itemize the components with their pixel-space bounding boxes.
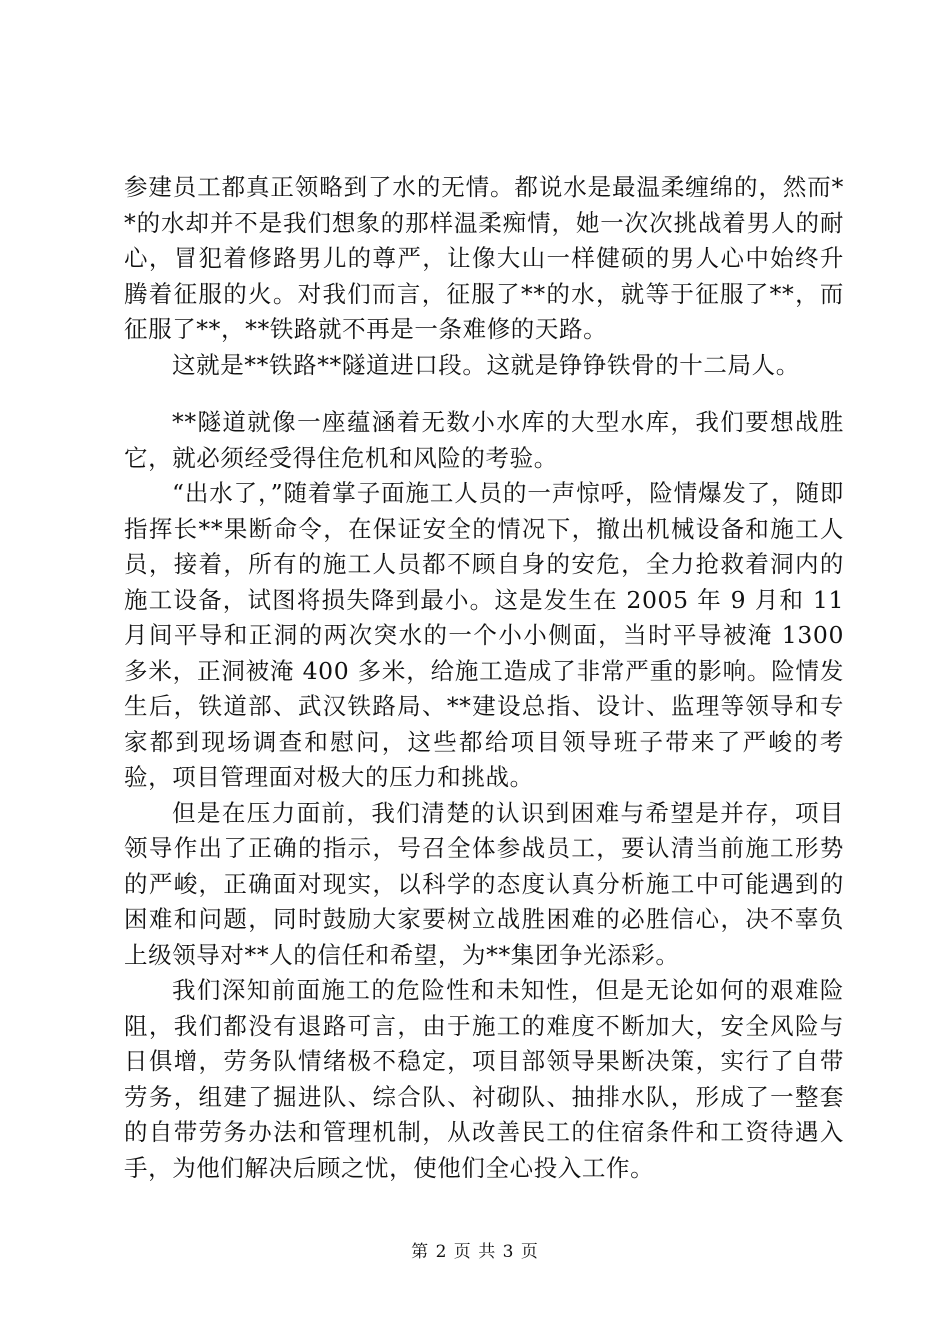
- page-footer: [0, 1240, 950, 1264]
- paragraph-5: 但是在压力面前，我们清楚的认识到困难与希望是并存，项目领导作出了正确的指示，号召全体参战员工，要认清当前施工形势的严峻，正确面对现实，以科学的态度认真分析施工中可能遇到的困难和问题，同时鼓励大家要树立战胜困难的必胜信心，决不辜负上级领导对**人的信任和希望，为**集团争光添彩。: [124, 798, 844, 969]
- paragraph-3: **隧道就像一座蕴涵着无数小水库的大型水库，我们要想战胜它，就必须经受得住危机和风险的考验。: [124, 408, 844, 472]
- paragraph-4: “出水了，”随着掌子面施工人员的一声惊呼，险情爆发了，随即指挥长**果断命令，在保证安全的情况下，撤出机械设备和施工人员，接着，所有的施工人员都不顾自身的安危，全力抢救着洞内的施工设备，试图将损失降到最小。这是发生在 2005 年 9 月和 11 月间平导和正洞的两次突水的一个小小侧面，当时平导被淹 1300 多米，正洞被淹 400 多米，给施工造成了非常严重的影响。险情发生后，铁道部、武汉铁路局、**建设总指、设计、监理等领导和专家都到现场调查和慰问，这些都给项目领导班子带来了严峻的考验，项目管理面对极大的压力和挑战。: [124, 479, 844, 791]
- page-number-label: 第 2 页 共 3 页: [411, 1242, 539, 1262]
- document-body: [124, 170, 844, 1186]
- paragraph-6: 我们深知前面施工的危险性和未知性，但是无论如何的艰难险阻，我们都没有退路可言，由于施工的难度不断加大，安全风险与日俱增，劳务队情绪极不稳定，项目部领导果断决策，实行了自带劳务，组建了掘进队、综合队、衬砌队、抽排水队，形成了一整套的自带劳务办法和管理机制，从改善民工的住宿条件和工资待遇入手，为他们解决后顾之忧，使他们全心投入工作。: [124, 976, 844, 1182]
- paragraph-2: 这就是**铁路**隧道进口段。这就是铮铮铁骨的十二局人。: [172, 350, 800, 379]
- paragraph-1: 参建员工都真正领略到了水的无情。都说水是最温柔缠绵的，然而**的水却并不是我们想象的那样温柔痴情，她一次次挑战着男人的耐心，冒犯着修路男儿的尊严，让像大山一样健硕的男人心中始终升腾着征服的火。对我们而言，征服了**的水，就等于征服了**，而征服了**，**铁路就不再是一条难修的天路。: [124, 173, 844, 343]
